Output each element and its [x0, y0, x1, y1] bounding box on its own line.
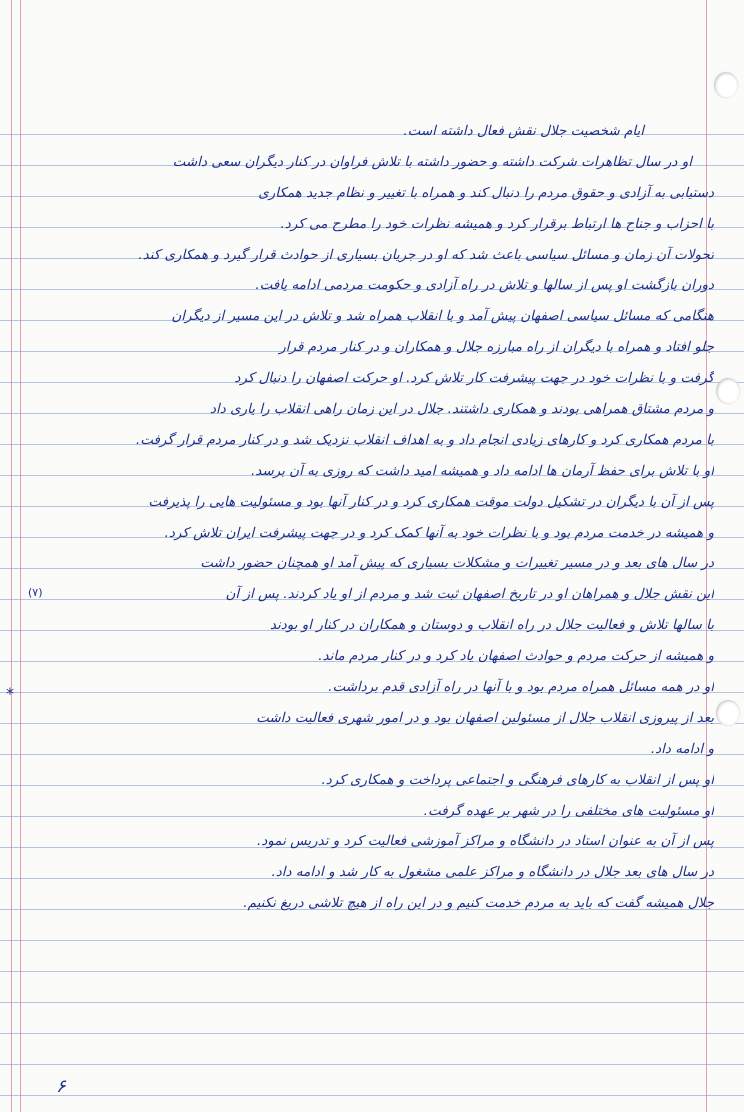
text-line: دوران بازگشت او پس از سالها و تلاش در راه آزادی و حکومت مردمی ادامه یافت.: [255, 277, 714, 294]
text-line: پس از آن با دیگران در تشکیل دولت موقت همکاری کرد و در کنار آنها بود و مسئولیت هایی را پذیرفت: [148, 493, 714, 510]
handwritten-text: [10, 118, 714, 921]
asterisk-mark: *: [6, 684, 14, 703]
text-line: ایام شخصیت جلال نقش فعال داشته است.: [403, 123, 644, 139]
punch-hole-bottom: [716, 700, 740, 726]
text-line: پس از آن به عنوان استاد در دانشگاه و مراکز آموزشی فعالیت کرد و تدریس نمود.: [257, 833, 714, 850]
text-line: هنگامی که مسائل سیاسی اصفهان پیش آمد و با انقلاب همراه شد و تلاش در این مسیر از دیگران: [171, 308, 714, 325]
text-line: دستیابی به آزادی و حقوق مردم را دنبال کند و همراه با تغییر و نظام جدید همکاری: [258, 184, 714, 201]
page-number: ۶: [56, 1076, 66, 1097]
text-line: در سال های بعد و در مسیر تغییرات و مشکلات بسیاری که پیش آمد او همچنان حضور داشت: [200, 555, 714, 572]
text-line: با سالها تلاش و فعالیت جلال در راه انقلاب و دوستان و همکاران در کنار او بودند: [269, 617, 714, 634]
footnote-mark: (۷): [28, 586, 43, 599]
text-line: و همیشه در خدمت مردم بود و با نظرات خود به آنها کمک کرد و در جهت پیشرفت ایران تلاش کرد.: [164, 524, 714, 541]
text-line: بعد از پیروزی انقلاب جلال از مسئولین اصفهان بود و در امور شهری فعالیت داشت: [256, 709, 714, 726]
text-line: در سال های بعد جلال در دانشگاه و مراکز علمی مشغول به کار شد و ادامه داد.: [271, 864, 714, 881]
text-line: تحولات آن زمان و مسائل سیاسی باعث شد که او در جریان بسیاری از حوادث قرار گیرد و همکاری کند.: [138, 246, 714, 263]
punch-hole-top: [714, 72, 738, 98]
punch-hole-middle: [716, 378, 740, 404]
text-line: گرفت و با نظرات خود در جهت پیشرفت کار تلاش کرد. او حرکت اصفهان را دنبال کرد: [234, 370, 714, 387]
text-line: او در همه مسائل همراه مردم بود و با آنها در راه آزادی قدم برداشت.: [328, 679, 714, 696]
text-line: او پس از انقلاب به کارهای فرهنگی و اجتماعی پرداخت و همکاری کرد.: [321, 771, 714, 788]
text-line: او در سال تظاهرات شرکت داشته و حضور داشته با تلاش فراوان در کنار دیگران سعی داشت: [172, 153, 692, 170]
text-line: جلال همیشه گفت که باید به مردم خدمت کنیم و در این راه از هیچ تلاشی دریغ نکنیم.: [243, 895, 714, 912]
text-line: با مردم همکاری کرد و کارهای زیادی انجام داد و به اهداف انقلاب نزدیک شد و در کنار مردم قرار گرفت.: [135, 431, 714, 448]
text-line: او با تلاش برای حفظ آرمان ها ادامه داد و همیشه امید داشت که روزی به آن برسد.: [250, 462, 714, 479]
text-line: و ادامه داد.: [650, 740, 714, 757]
text-line: و مردم مشتاق همراهی بودند و همکاری داشتند. جلال در این زمان راهی انقلاب را یاری داد: [210, 401, 714, 418]
text-line: او مسئولیت های مختلفی را در شهر بر عهده گرفت.: [423, 802, 714, 819]
text-line: با احزاب و جناح ها ارتباط برقرار کرد و همیشه نظرات خود را مطرح می کرد.: [280, 215, 714, 232]
text-line: این نقش جلال و همراهان او در تاریخ اصفهان ثبت شد و مردم از او یاد کردند. پس از آن: [225, 586, 714, 603]
text-line: جلو افتاد و همراه با دیگران از راه مبارزه جلال و همکاران و در کنار مردم قرار: [279, 339, 714, 356]
text-line: و همیشه از حرکت مردم و حوادث اصفهان یاد کرد و در کنار مردم ماند.: [318, 648, 714, 665]
